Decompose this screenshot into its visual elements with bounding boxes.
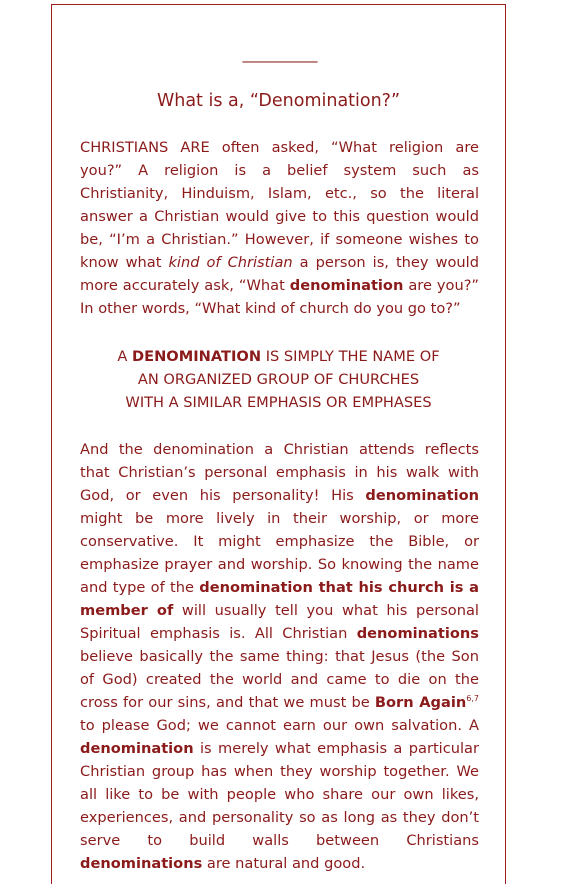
body-bold-4: Born Again <box>374 694 467 711</box>
intro-text-3: are you?” In other words, “What kind of church do you go to?” <box>80 277 479 317</box>
body-text-5: to please God; we cannot earn our own salvation. A <box>80 717 479 734</box>
body-text-6: is merely what emphasis a particular Christian group has when they worship together. We all like to be with people who share our own likes, experiences, and personality so as long as they don’t serve to build walls between Christians <box>80 740 479 849</box>
footnote-ref: 6,7 <box>466 694 479 703</box>
body-text-1: And the denomination a Christian attends reflects that Christian’s personal emphasis in his walk with God, or even his personality! His <box>80 441 479 504</box>
intro-paragraph <box>80 136 479 320</box>
body-bold-3: denominations <box>356 625 479 642</box>
definition-line-1 <box>52 345 505 368</box>
body-bold-6: denominations <box>80 855 203 872</box>
intro-italic: kind of Christian <box>168 254 293 271</box>
document-page <box>51 4 506 884</box>
body-text-4: believe basically the same thing: that Jesus (the Son of God) created the world and came to die on the cross for our sins, and that we must be <box>80 648 479 711</box>
definition-line-2: AN ORGANIZED GROUP OF CHURCHES <box>137 371 420 388</box>
body-text-7: are natural and good. <box>202 855 366 872</box>
definition-line-1-b: IS SIMPLY THE NAME OF <box>261 348 440 365</box>
body-bold-5: denomination <box>80 740 194 757</box>
definition-block <box>52 345 505 414</box>
intro-text-1: CHRISTIANS ARE often asked, “What religion are you?” A religion is a belief system such as Christianity, Hinduism, Islam, etc., so the literal answer a Christian would give to this question would be, “I’m a Christian.” However, if someone wishes to know what <box>80 139 479 271</box>
body-bold-2: denomination that his church is a member of <box>80 579 479 619</box>
body-text-2: might be more lively in their worship, or more conservative. It might emphasize the Bible, or emphasize prayer and worship. So knowing the name and type of the <box>80 510 479 596</box>
intro-text-2: a person is, they would more accurately ask, “What <box>80 254 479 294</box>
definition-line-1-a: A <box>117 348 133 365</box>
intro-bold: denomination <box>289 277 404 294</box>
body-bold-1: denomination <box>365 487 479 504</box>
definition-keyword: DENOMINATION <box>132 348 262 365</box>
definition-line-3: WITH A SIMILAR EMPHASIS OR EMPHASES <box>125 394 432 411</box>
body-text-3: will usually tell you what his personal Spiritual emphasis is. All Christian <box>80 602 479 642</box>
body-paragraph <box>80 438 479 875</box>
section-title: What is a, “Denomination?” <box>156 91 401 111</box>
decorative-rule: __________ <box>242 45 318 63</box>
